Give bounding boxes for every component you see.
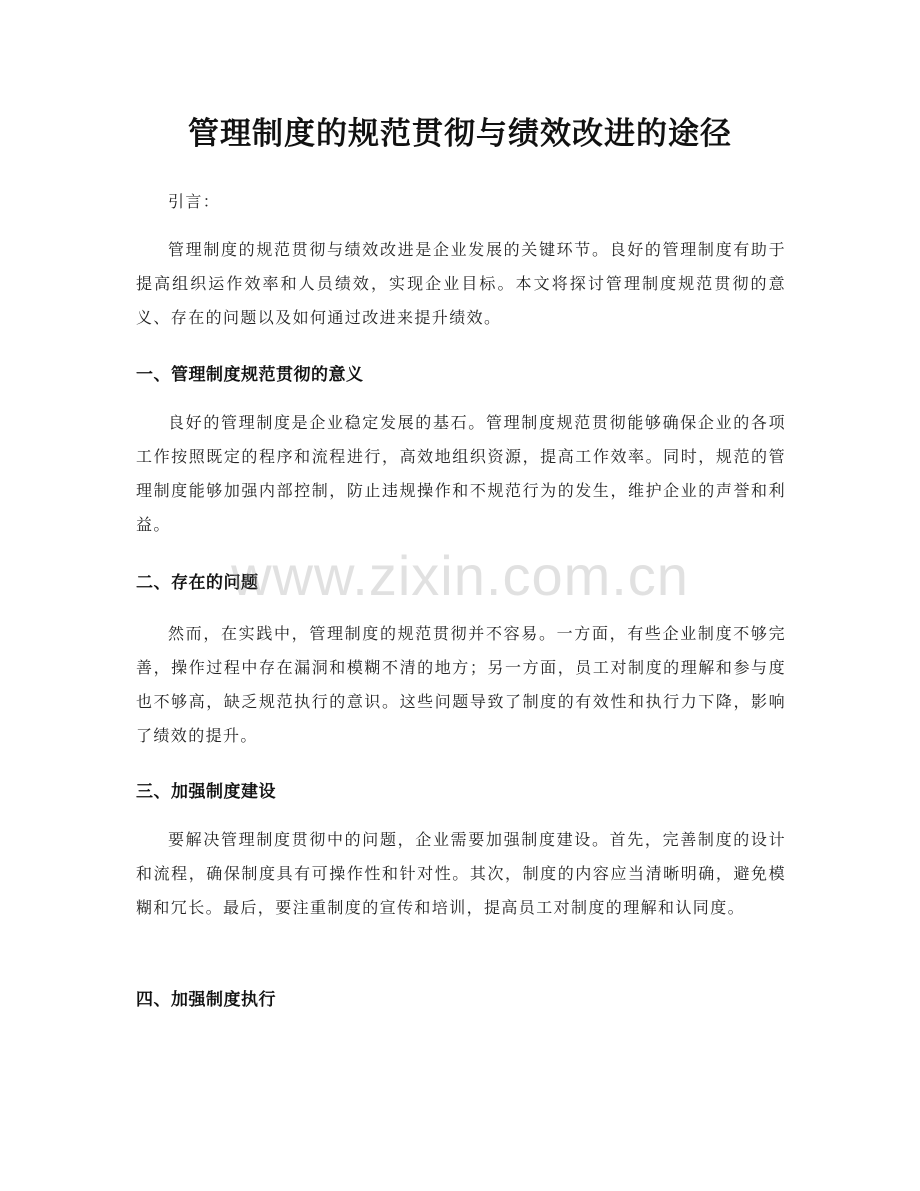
watermark: www.zixin.com.cn: [231, 544, 689, 607]
section-paragraph-1: 良好的管理制度是企业稳定发展的基石。管理制度规范贯彻能够确保企业的各项工作按照既定的程序和流程进行，高效地组织资源，提高工作效率。同时，规范的管理制度能够加强内部控制，防止违规操作和不规范行为的发生，维护企业的声誉和利益。: [136, 413, 786, 534]
section-paragraph-3: 要解决管理制度贯彻中的问题，企业需要加强制度建设。首先，完善制度的设计和流程，确保制度具有可操作性和针对性。其次，制度的内容应当清晰明确，避免模糊和冗长。最后，要注重制度的宣传和培训，提高员工对制度的理解和认同度。: [136, 830, 786, 917]
section-heading-1: 一、管理制度规范贯彻的意义: [136, 365, 364, 385]
section-heading-4: 四、加强制度执行: [136, 990, 276, 1010]
section-paragraph-2: 然而，在实践中，管理制度的规范贯彻并不容易。一方面，有些企业制度不够完善，操作过程中存在漏洞和模糊不清的地方；另一方面，员工对制度的理解和参与度也不够高，缺乏规范执行的意识。这些问题导致了制度的有效性和执行力下降，影响了绩效的提升。: [136, 624, 786, 745]
section-heading-2: 二、存在的问题: [136, 573, 259, 593]
intro-paragraph: 管理制度的规范贯彻与绩效改进是企业发展的关键环节。良好的管理制度有助于提高组织运作效率和人员绩效，实现企业目标。本文将探讨管理制度规范贯彻的意义、存在的问题以及如何通过改进来提升绩效。: [136, 240, 786, 327]
document-title: 管理制度的规范贯彻与绩效改进的途径: [188, 116, 732, 152]
intro-label: 引言：: [168, 192, 221, 211]
section-heading-3: 三、加强制度建设: [136, 782, 276, 802]
